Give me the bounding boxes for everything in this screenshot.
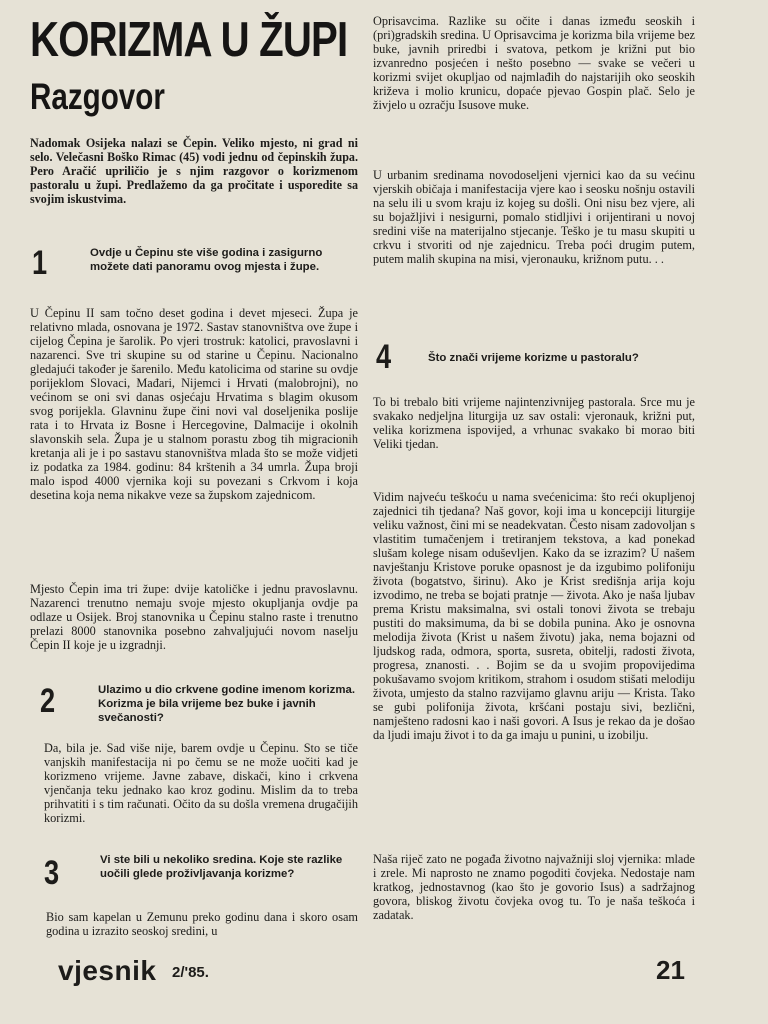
answer-3-continued: Oprisavcima. Razlike su očite i danas između seoskih i (pri)gradskih sredina. U Oprisavcima je korizma bila vrijeme bez buke, javnih priredbi i svatova, petkom je križni put bio izvanredno posjećen i nešto posebno — svake se večeri u korizmi svijet okupljao od najmlađih do najstarijih oko seoskih križeva i molio krunicu, dopaće pjevao Gospin plač. Selo je živjelo u ozračju Isusove muke.: [373, 14, 695, 112]
article-subtitle: Razgovor: [30, 76, 165, 117]
page-number: 21: [656, 955, 685, 985]
answer-1-paragraph-2: Mjesto Čepin ima tri župe: dvije katoličke i jednu pravoslavnu. Nazarenci trenutno nemaju svoje mjesto okupljanja ovdje pa odlaze u Osijek. Broj stanovnika u Čepinu stalno raste i trenutno prelazi 8000 stanovnika posebno zahvaljujući novom naselju Čepin II koje je u izgradnji.: [30, 582, 358, 652]
article-title: KORIZMA U ŽUPI: [30, 13, 348, 67]
question-number-4: 4: [376, 338, 392, 376]
answer-4-paragraph-1: To bi trebalo biti vrijeme najintenzivnijeg pastorala. Srce mu je svakako nedjeljna liturgija uz sav ostali: vjeronauk, križni put, velika korizmena ispovijed, a vrhunac svakako bi morao biti Veliki tjedan.: [373, 395, 695, 451]
answer-4-paragraph-3: Naša riječ zato ne pogađa životno najvažniji sloj vjernika: mlade i zrele. Mi naprosto ne znamo pogoditi čovjeka. Nedostaje nam kratkog, jednostavnog (kao što je govorio Isus) a sadržajnog govora, bliskog životu čovjeka ovog tu. To je naša teškoća i zadatak.: [373, 852, 695, 922]
intro-paragraph: Nadomak Osijeka nalazi se Čepin. Veliko mjesto, ni grad ni selo. Velečasni Boško Rimac (45) vodi jednu od čepinskih župa. Pero Aračić upriličio je s njim razgovor o korizmenom pastoralu u župi. Predlažemo da ga pročitate i usporedite sa svojim iskustvima.: [30, 136, 358, 206]
answer-2-paragraph: Da, bila je. Sad više nije, barem ovdje u Čepinu. Sto se tiče vanjskih manifestacija ni po čemu se ne može uočiti kad je korizmeno vrijeme. Javne zabave, diskači, kino i crkvena vjenčanja teku jednako kao kroz godinu. Mislim da to treba prihvatiti i s tim računati. Očito da su došla vremena drugačijih korizmi.: [44, 741, 358, 825]
question-number-1: 1: [32, 244, 48, 282]
answer-3-start: Bio sam kapelan u Zemunu preko godinu dana i skoro osam godina u izrazito seoskoj sredini, u: [46, 910, 358, 938]
question-text-4: Što znači vrijeme korizme u pastoralu?: [428, 352, 639, 364]
answer-4-paragraph-2: Vidim najveću teškoću u nama svećenicima: što reći okupljenoj zajednici tih tjedana? Naš govor, koji ima u koncepciji liturgije veliku važnost, čini mi se neadekvatan. Često nisam zadovoljan s vlastitim tumačenjem i tretiranjem tekstova, a kad ponekad slušam kolege nisam oduševljen. Kako da se izrazim? U našem navještanju Kristove poruke opasnost je da izgubimo polifoniju života (bogatstvo, širinu). Ako je Krist središnja arija koju izvodimo, ne treba se bojati pratnje — života. Ako je naša ljubav prema Kristu maksimalna, svi ostali tonovi života se trebaju pustiti do maksimuma, da bi se dobila punina. Ako je osnovna melodija života (Krist u našem životu) jaka, nema bojazni od ljudskog rada, odmora, sporta, susreta, obitelji, radosti života, progresa, znanosti. . . Bojim se da u svojim propovijedima pokušavamo svojom kritikom, strahom i osudom stišati melodiju života, umjesto da stalno razvijamo glavnu ariju — Krista. Tako se gubi polifonija života, kršćani postaju sivi, bezlični, namješteno radosni kao i naši govori. A Isus je rekao da je došao da ljudi imaju život i to da ga imaju u punini, u izobilju.: [373, 490, 695, 742]
answer-1-paragraph-1: U Čepinu II sam točno deset godina i devet mjeseci. Župa je relativno mlada, osnovana je 1972. Sastav stanovništva ove župe i cijelog Čepina je šarolik. Po vjeri trostruk: katolici, pravoslavni i nazarenci. Sve tri skupine su od starine u Čepinu. Nacionalno gledajući također je šarenilo. Među katolicima od starine su ovdje porijeklom Slovaci, Mađari, Nijemci i Hrvati (malobrojni), no većinom se oni svi danas osjećaju Hrvatima s blagim okusom svog porijekla. Glavninu župe čini novi val doseljenika poslije rata i to Hrvata iz Bosne i Hercegovine, Dalmacije i okolnih slavonskih sela. Župa je u stalnom porastu zbog tih migracionih kretanja ali je i po sastavu stanovništva mlada što se može vidjeti iz podatka za 1984. godinu: 84 krštenih a 34 umrla. Župa broji malo ispod 4000 vjernika koji su povezani s Crkvom i koja desetina koja nema nikakve veze sa župskom zajednicom.: [30, 306, 358, 502]
answer-3-paragraph-2: U urbanim sredinama novodoseljeni vjernici kao da su većinu vjerskih običaja i manifestacija vjere kao i seosku nošnju ostavili na selu ili u svom kraju iz kojeg su došli. Oni nisu bez vjere, ali su bojažljivi i nesigurni, pomalo stidljivi i orijentirani u novoj sredini više na materijalno stjecanje. Teško je tu masu skupiti u crkvu i stvoriti od nje zajednicu. Treba poći drugim putem, putem malih skupina na misi, vjeronauku, križnom putu. . .: [373, 168, 695, 266]
issue-label: 2/'85.: [172, 964, 209, 981]
question-text-1: Ovdje u Čepinu ste više godina i zasigurno možete dati panoramu ovog mjesta i župe.: [90, 247, 323, 273]
question-text-3: Vi ste bili u nekoliko sredina. Koje ste razlike uočili glede proživljavanja korizme?: [100, 854, 343, 880]
question-text-2: Ulazimo u dio crkvene godine imenom korizma. Korizma je bila vrijeme bez buke i javnih svečanosti?: [98, 684, 355, 724]
question-number-3: 3: [44, 854, 60, 892]
magazine-logo: vjesnik: [58, 955, 157, 986]
question-number-2: 2: [40, 682, 56, 720]
